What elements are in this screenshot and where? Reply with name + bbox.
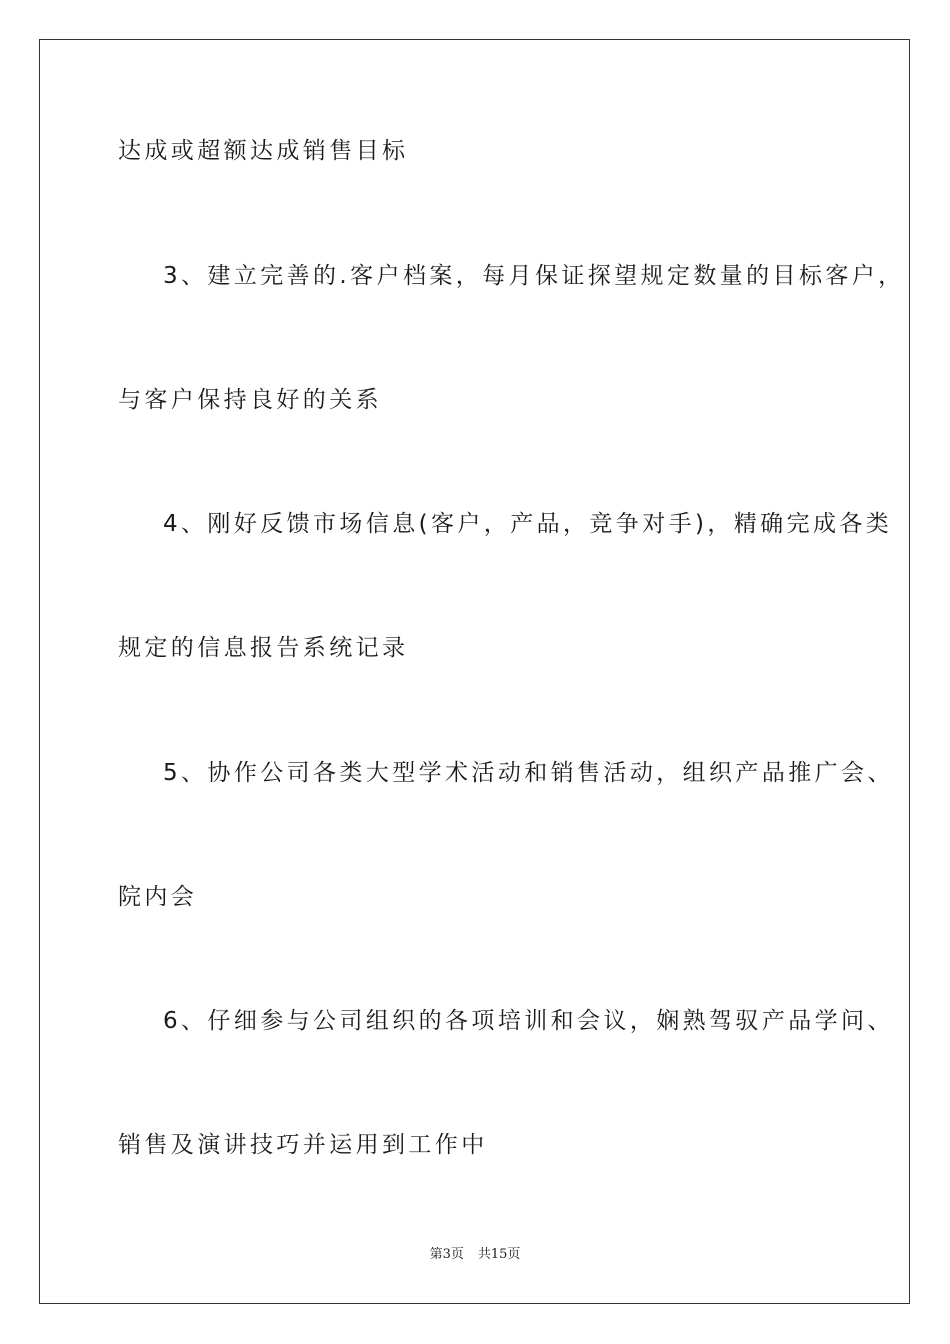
body-line-7: 院内会 [118, 884, 198, 910]
body-line-4: 4、刚好反馈市场信息(客户，产品，竞争对手)，精确完成各类 [163, 511, 893, 537]
body-line-2: 3、建立完善的.客户档案，每月保证探望规定数量的目标客户， [163, 263, 905, 289]
body-line-8: 6、仔细参与公司组织的各项培训和会议，娴熟驾驭产品学问、 [163, 1008, 894, 1034]
body-line-6: 5、协作公司各类大型学术活动和销售活动，组织产品推广会、 [163, 760, 894, 786]
page-total: 共15页 [477, 1247, 521, 1262]
page-footer [0, 1246, 950, 1264]
page-frame [39, 39, 910, 1304]
body-line-3: 与客户保持良好的关系 [118, 387, 382, 413]
body-line-9: 销售及演讲技巧并运用到工作中 [118, 1132, 488, 1158]
body-line-1: 达成或超额达成销售目标 [118, 138, 409, 164]
page-number: 第3页 [429, 1247, 464, 1262]
body-line-5: 规定的信息报告系统记录 [118, 635, 409, 661]
